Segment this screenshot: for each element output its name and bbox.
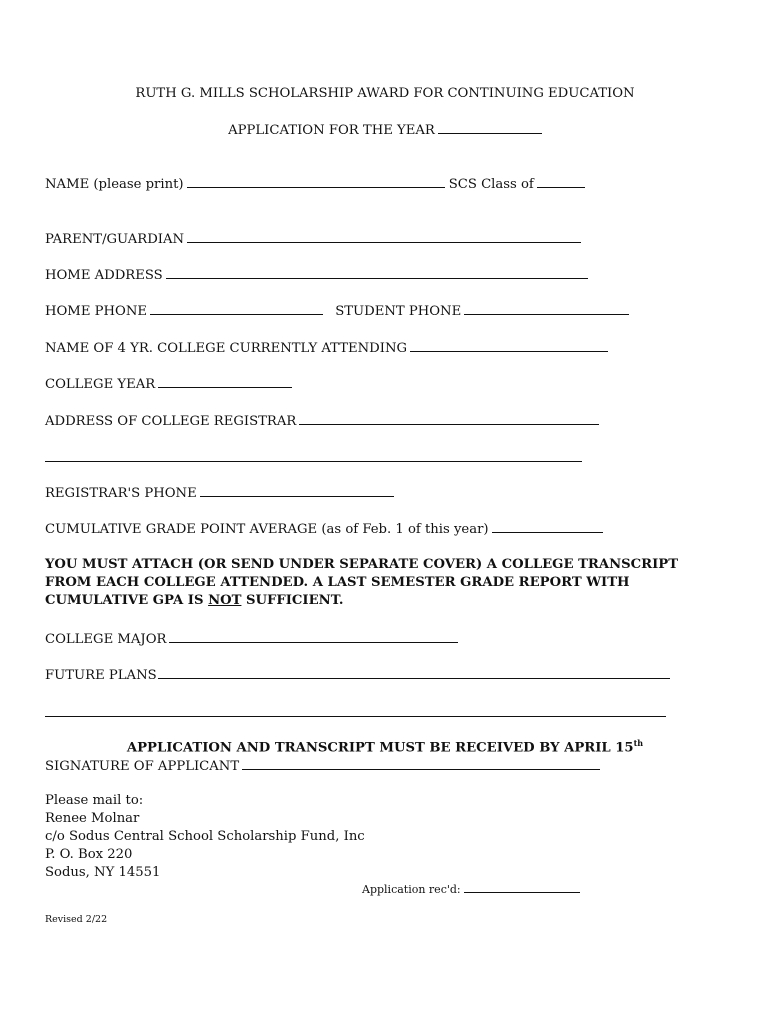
parent-row (45, 230, 581, 248)
college-label: NAME OF 4 YR. COLLEGE CURRENTLY ATTENDING (45, 341, 408, 356)
mail-heading: Please mail to: (45, 793, 144, 808)
college-year-label: COLLEGE YEAR (45, 377, 156, 392)
signature-field[interactable] (242, 757, 600, 770)
mail-line: Renee Molnar (45, 811, 140, 826)
future-plans-field[interactable] (158, 666, 670, 679)
registrar-phone-label: REGISTRAR'S PHONE (45, 486, 197, 501)
gpa-field[interactable] (492, 520, 603, 533)
college-year-field[interactable] (158, 375, 292, 388)
name-field[interactable] (187, 175, 445, 188)
major-field[interactable] (169, 630, 458, 643)
year-line (0, 121, 770, 138)
deadline-sup: th (633, 738, 644, 748)
year-label: APPLICATION FOR THE YEAR (228, 123, 435, 138)
home-address-field[interactable] (166, 266, 588, 279)
home-address-label: HOME ADDRESS (45, 268, 163, 283)
registrar-address-field[interactable] (299, 412, 599, 425)
parent-field[interactable] (187, 230, 581, 243)
notice-emphasis: NOT (208, 593, 242, 608)
major-label: COLLEGE MAJOR (45, 632, 167, 647)
home-phone-field[interactable] (150, 302, 323, 315)
registrar-phone-field[interactable] (200, 484, 394, 497)
mail-line: P. O. Box 220 (45, 847, 133, 862)
received-label: Application rec'd: (362, 883, 461, 896)
transcript-notice (45, 556, 715, 610)
received-field[interactable] (464, 882, 580, 893)
deadline-notice (0, 738, 770, 755)
deadline-text: APPLICATION AND TRANSCRIPT MUST BE RECEIVED BY APRIL 15 (126, 740, 634, 756)
future-plans-row (45, 666, 670, 684)
future-plans-label: FUTURE PLANS (45, 668, 157, 683)
major-row (45, 630, 458, 648)
class-label: SCS Class of (448, 177, 534, 192)
college-field[interactable] (410, 339, 608, 352)
student-phone-field[interactable] (464, 302, 629, 315)
registrar-address-line-2[interactable] (45, 461, 582, 462)
signature-row (45, 757, 600, 775)
college-row (45, 339, 608, 357)
college-year-row (45, 375, 292, 393)
registrar-phone-row (45, 484, 394, 502)
phone-row (45, 302, 629, 320)
name-row (45, 175, 585, 193)
mail-line: c/o Sodus Central School Scholarship Fund, Inc (45, 829, 365, 844)
gpa-label: CUMULATIVE GRADE POINT AVERAGE (as of Feb. 1 of this year) (45, 522, 489, 537)
signature-label: SIGNATURE OF APPLICANT (45, 759, 240, 774)
revised-note: Revised 2/22 (45, 914, 108, 925)
future-plans-line-2[interactable] (45, 716, 666, 717)
home-phone-label: HOME PHONE (45, 304, 147, 319)
notice-text-end: SUFFICIENT. (241, 593, 344, 608)
gpa-row (45, 520, 603, 538)
name-label: NAME (please print) (45, 177, 184, 192)
mail-line: Sodus, NY 14551 (45, 865, 161, 880)
form-title: RUTH G. MILLS SCHOLARSHIP AWARD FOR CONTINUING EDUCATION (135, 86, 635, 101)
class-field[interactable] (537, 175, 585, 188)
parent-label: PARENT/GUARDIAN (45, 232, 185, 247)
home-address-row (45, 266, 588, 284)
notice-text: YOU MUST ATTACH (OR SEND UNDER SEPARATE COVER) A COLLEGE TRANSCRIPT FROM EACH COLLEGE ATTENDED. A LAST SEMESTER GRADE REPORT WITH CUMULATIVE GPA IS (45, 557, 679, 608)
year-field[interactable] (438, 121, 542, 134)
registrar-address-label: ADDRESS OF COLLEGE REGISTRAR (45, 414, 297, 429)
registrar-address-row (45, 412, 599, 430)
received-row (362, 882, 580, 898)
student-phone-label: STUDENT PHONE (335, 304, 462, 319)
